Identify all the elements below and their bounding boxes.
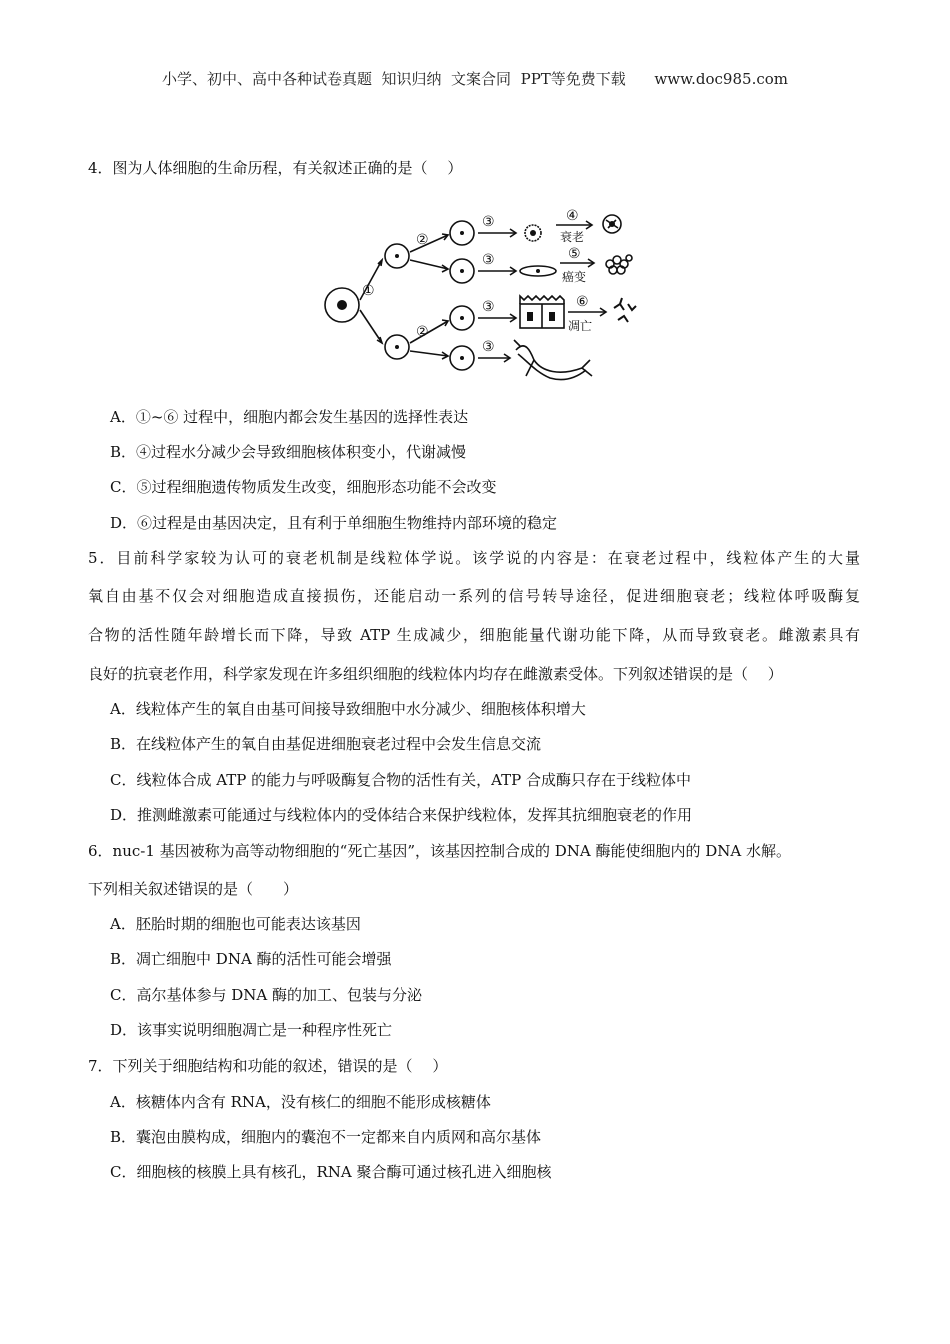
question-5-stem-line-4: 良好的抗衰老作用，科学家发现在许多组织细胞的线粒体内均存在雌激素受体。下列叙述错误的是（ ） — [88, 665, 783, 683]
question-5-option-b: B．在线粒体产生的氧自由基促进细胞衰老过程中会发生信息交流 — [110, 735, 542, 753]
cell-life-history-figure — [320, 200, 660, 390]
question-6-stem-line-2: 下列相关叙述错误的是（ ） — [88, 880, 299, 898]
question-5-stem-line-3: 合物的活性随年龄增长而下降，导致 ATP 生成减少，细胞能量代谢功能下降，从而导致衰老。雌激素具有 — [88, 626, 860, 644]
question-6-stem-line-1: 6．nuc-1 基因被称为高等动物细胞的“死亡基因”，该基因控制合成的 DNA 酶能使细胞内的 DNA 水解。 — [88, 842, 792, 860]
question-4-option-d: D．⑥过程是由基因决定，且有利于单细胞生物维持内部环境的稳定 — [110, 514, 558, 532]
step-3-label-c: ③ — [482, 299, 495, 315]
neuron-cell — [514, 340, 592, 376]
question-6-option-a: A．胚胎时期的细胞也可能表达该基因 — [110, 915, 361, 933]
step-6-label: ⑥ — [576, 294, 589, 310]
step-3-label-b: ③ — [482, 252, 495, 268]
cancer-cell-cluster — [606, 255, 632, 274]
question-5-option-c: C．线粒体合成 ATP 的能力与呼吸酶复合物的活性有关，ATP 合成酶只存在于线粒体中 — [110, 771, 692, 789]
question-5-option-d: D．推测雌激素可能通过与线粒体内的受体结合来保护线粒体，发挥其抗细胞衰老的作用 — [110, 806, 693, 824]
step-3-label-a: ③ — [482, 214, 495, 230]
question-6-option-d: D．该事实说明细胞凋亡是一种程序性死亡 — [110, 1021, 393, 1039]
step-3-label-d: ③ — [482, 339, 495, 355]
question-7-option-a: A．核糖体内含有 RNA，没有核仁的细胞不能形成核糖体 — [110, 1093, 491, 1111]
question-5-stem-line-2: 氧自由基不仅会对细胞造成直接损伤，还能启动一系列的信号转导途径，促进细胞衰老；线粒体呼吸酶复 — [88, 587, 860, 605]
step-2-label-top: ② — [416, 232, 429, 248]
question-7-option-c: C．细胞核的核膜上具有核孔，RNA 聚合酶可通过核孔进入细胞核 — [110, 1163, 552, 1181]
question-4-option-a: A．①~⑥ 过程中，细胞内都会发生基因的选择性表达 — [110, 408, 469, 426]
step-2-label-bottom: ② — [416, 324, 429, 340]
aging-label: 衰老 — [560, 230, 585, 244]
step-4-label: ④ — [566, 208, 579, 224]
question-4-option-c: C．⑤过程细胞遗传物质发生改变，细胞形态功能不会改变 — [110, 478, 497, 496]
question-5-option-a: A．线粒体产生的氧自由基可间接导致细胞中水分减少、细胞核体积增大 — [110, 700, 586, 718]
step-1-label: ① — [362, 283, 375, 299]
cancer-label: 癌变 — [562, 270, 587, 284]
question-6-option-b: B．凋亡细胞中 DNA 酶的活性可能会增强 — [110, 950, 392, 968]
step-5-label: ⑤ — [568, 246, 581, 262]
question-5-stem-line-1: 5．目前科学家较为认可的衰老机制是线粒体学说。该学说的内容是：在衰老过程中，线粒体产生的大量 — [88, 549, 860, 567]
apoptosis-label: 凋亡 — [568, 319, 593, 333]
apoptotic-bodies — [614, 298, 636, 322]
page-header: 小学、初中、高中各种试卷真题 知识归纳 文案合同 PPT等免费下载 www.doc985.com — [161, 70, 788, 88]
question-7-stem: 7．下列关于细胞结构和功能的叙述，错误的是（ ） — [88, 1057, 448, 1075]
question-7-option-b: B．囊泡由膜构成，细胞内的囊泡不一定都来自内质网和高尔基体 — [110, 1128, 542, 1146]
question-6-option-c: C．高尔基体参与 DNA 酶的加工、包装与分泌 — [110, 986, 422, 1004]
question-4-stem: 4．图为人体细胞的生命历程，有关叙述正确的是（ ） — [88, 159, 463, 177]
question-4-option-b: B．④过程水分减少会导致细胞核体积变小，代谢减慢 — [110, 443, 467, 461]
